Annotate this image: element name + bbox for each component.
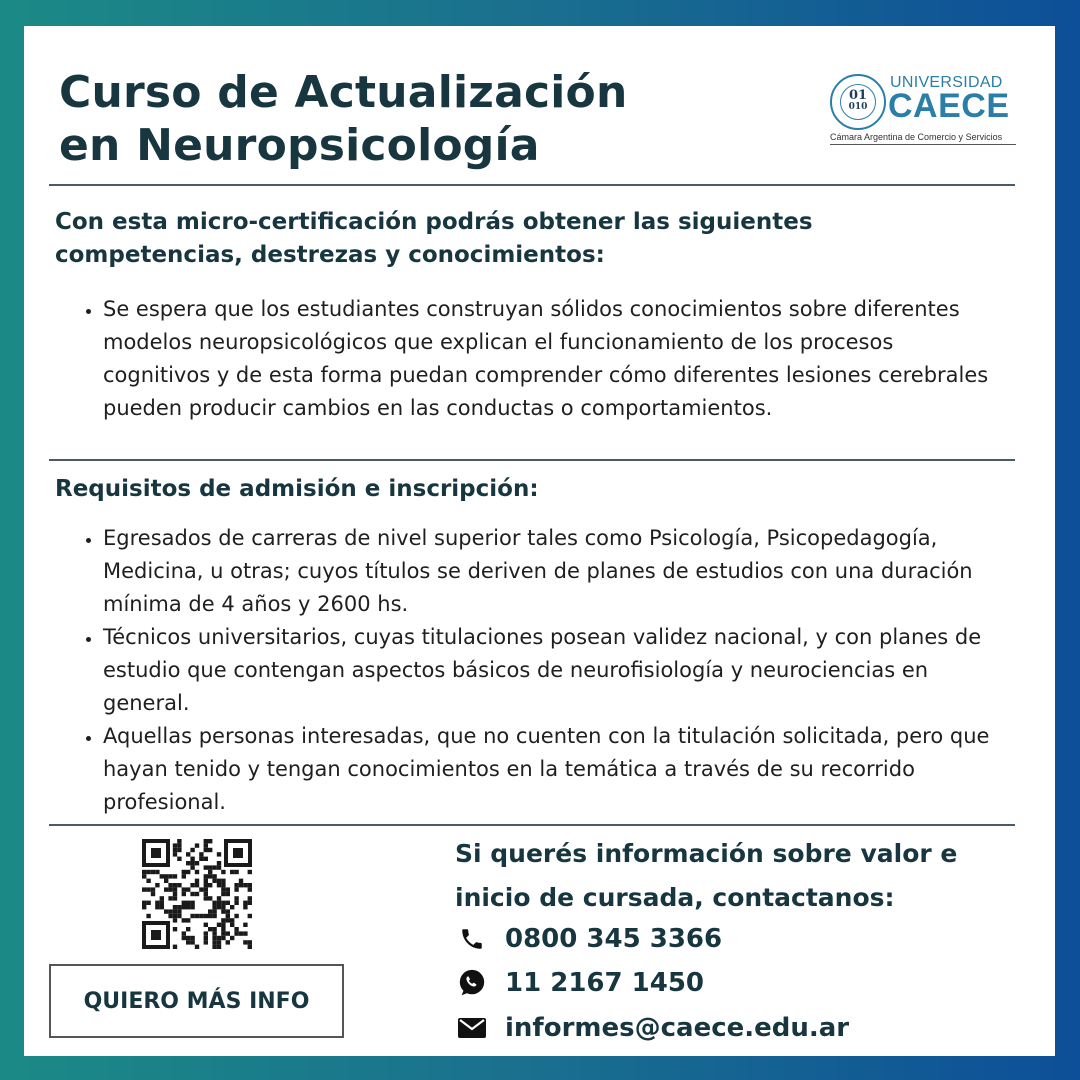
qr-module [155,905,159,909]
qr-module [212,936,216,940]
qr-module [226,887,230,891]
qr-module [155,901,159,905]
qr-module [195,870,199,874]
qr-module [173,909,177,913]
logo-subtitle: Cámara Argentina de Comercio y Servicios [830,132,1016,145]
qr-module [204,848,208,852]
qr-module [195,914,199,918]
qr-module [243,923,247,927]
qr-module [199,852,203,856]
qr-module [186,936,190,940]
competencias-heading-line-2: competencias, destrezas y conocimientos: [55,242,605,268]
qr-module [221,879,225,883]
seal-top-text: 01 [848,88,868,103]
whatsapp-number[interactable]: 11 2167 1450 [505,968,705,998]
qr-module [142,901,146,905]
divider [49,824,1015,826]
qr-module [168,887,172,891]
qr-module [248,896,252,900]
qr-module [217,865,221,869]
qr-module [195,883,199,887]
qr-code[interactable] [142,839,252,949]
qr-module [190,940,194,944]
qr-module [221,892,225,896]
qr-module [168,874,172,878]
list-item: • Aquellas personas interesadas, que no cuenten con la titulación solicitada, pero que hayan tenido y tengan conocimientos en la temática a través de su recorrido profesional. [103,720,1003,819]
qr-module [204,931,208,935]
qr-module [212,865,216,869]
qr-module [173,887,177,891]
qr-module [212,940,216,944]
qr-module [151,887,155,891]
qr-module [190,905,194,909]
qr-module [199,887,203,891]
qr-module [234,883,238,887]
qr-module [239,931,243,935]
qr-module [212,901,216,905]
qr-module [217,861,221,865]
divider [49,459,1015,461]
qr-module [226,931,230,935]
qr-module [204,883,208,887]
qr-module [168,883,172,887]
qr-module [248,901,252,905]
qr-module [173,896,177,900]
qr-module [234,914,238,918]
qr-module [142,887,146,891]
qr-module [212,879,216,883]
qr-module [146,870,150,874]
qr-module [186,852,190,856]
qr-module [190,901,194,905]
competencias-heading-line-1: Con esta micro-certificación podrás obtener las siguientes [55,209,813,235]
qr-module [177,848,181,852]
qr-module [208,870,212,874]
qr-module [186,927,190,931]
qr-module [204,914,208,918]
qr-module [160,901,164,905]
qr-module [146,901,150,905]
qr-module [208,883,212,887]
qr-module [173,905,177,909]
qr-module [182,918,186,922]
qr-module [160,896,164,900]
qr-module [226,914,230,918]
qr-module [217,940,221,944]
qr-module [230,918,234,922]
qr-module [146,879,150,883]
qr-module [248,914,252,918]
qr-module [182,905,186,909]
qr-module [239,883,243,887]
qr-module [248,883,252,887]
qr-module [243,931,247,935]
qr-module [243,901,247,905]
qr-module [173,874,177,878]
qr-module [226,909,230,913]
qr-module [221,870,225,874]
qr-module [234,901,238,905]
qr-module [212,945,216,949]
seal-bottom-text: 010 [848,102,868,112]
qr-module [243,905,247,909]
qr-module [182,936,186,940]
qr-module [234,931,238,935]
qr-module [168,914,172,918]
qr-module [217,896,221,900]
phone-number[interactable]: 0800 345 3366 [505,924,723,954]
qr-module [182,901,186,905]
qr-module [221,887,225,891]
qr-module [208,874,212,878]
contact-heading-line-2: inicio de cursada, contactanos: [455,883,895,912]
qr-module [208,909,212,913]
qr-module [177,914,181,918]
qr-module [248,940,252,944]
qr-module [168,896,172,900]
qr-module [195,879,199,883]
qr-module [164,909,168,913]
qr-module [182,870,186,874]
qr-module [177,843,181,847]
qr-module [243,883,247,887]
qr-module [186,861,190,865]
qr-module [182,887,186,891]
qr-module [190,857,194,861]
qr-module [186,905,190,909]
qr-module [248,945,252,949]
qr-module [190,861,194,865]
qr-module [195,892,199,896]
title-line-2: en Neuropsicología [59,120,540,171]
qr-module [173,843,177,847]
list-item: • Egresados de carreras de nivel superior tales como Psicología, Psicopedagogía, Medicina, u otras; cuyos títulos se deriven de planes de estudios con una duración mínima de 4 años y 2600 hs. [103,522,1003,621]
whatsapp-row[interactable] [456,965,704,1001]
competencias-list [64,293,1003,425]
list-item: • Técnicos universitarios, cuyas titulaciones posean validez nacional, y con planes de estudio que contengan aspectos básicos de neurofisiología y neurociencias en general. [103,621,1003,720]
qr-module [217,852,221,856]
qr-module [186,887,190,891]
qr-module [208,896,212,900]
qr-module [212,931,216,935]
qr-module [217,936,221,940]
qr-module [208,865,212,869]
qr-module [146,887,150,891]
qr-module [182,931,186,935]
qr-module [182,874,186,878]
qr-module [177,905,181,909]
qr-module [195,861,199,865]
qr-module [199,914,203,918]
qr-module [177,883,181,887]
qr-module [142,874,146,878]
qr-module [212,909,216,913]
qr-module [204,865,208,869]
qr-module [173,918,177,922]
mail-icon [456,1012,488,1044]
qr-module [195,945,199,949]
qr-module [160,905,164,909]
qr-module [177,839,181,843]
logo-university-text: UNIVERSIDAD [890,74,1003,91]
qr-module [173,852,177,856]
qr-module [186,918,190,922]
qr-module [164,879,168,883]
qr-module [226,940,230,944]
list-item: • Se espera que los estudiantes construyan sólidos conocimientos sobre diferentes modelos neuropsicológicos que explican el funcionamiento de los procesos cognitivos y de esta forma puedan comprender cómo diferentes lesiones cerebrales pueden producir cambios en las conductas o comportamientos. [103,293,1003,425]
qr-module [248,887,252,891]
qr-module [221,936,225,940]
qr-module [221,901,225,905]
requisitos-heading: Requisitos de admisión e inscripción: [55,476,539,502]
qr-module [221,923,225,927]
qr-module [248,870,252,874]
qr-module [177,857,181,861]
qr-module [173,914,177,918]
requisitos-list [64,522,1003,819]
qr-module [155,870,159,874]
qr-module [226,901,230,905]
qr-module [204,843,208,847]
qr-module [243,940,247,944]
phone-row[interactable] [456,921,722,957]
page-title [59,66,627,172]
qr-module [208,927,212,931]
qr-module [212,905,216,909]
qr-module [190,936,194,940]
qr-module [212,927,216,931]
qr-module [204,857,208,861]
qr-module [212,874,216,878]
qr-module [208,839,212,843]
qr-module [204,874,208,878]
qr-module [142,905,146,909]
qr-module [190,892,194,896]
qr-module [151,892,155,896]
qr-module [221,927,225,931]
qr-module [234,870,238,874]
qr-module [204,892,208,896]
qr-module [234,896,238,900]
qr-module [186,901,190,905]
qr-module [234,927,238,931]
qr-module [226,892,230,896]
qr-module [173,945,177,949]
logo-name-text: CAECE [888,87,1010,125]
qr-module [212,914,216,918]
qr-module [204,887,208,891]
qr-module [221,905,225,909]
qr-module [217,945,221,949]
qr-module [217,923,221,927]
contact-heading [455,832,1025,920]
qr-module [217,901,221,905]
qr-module [164,887,168,891]
qr-module [221,883,225,887]
qr-module [186,940,190,944]
qr-module [230,936,234,940]
qr-module [142,870,146,874]
qr-module [204,923,208,927]
phone-icon [456,923,488,955]
email-address[interactable]: informes@caece.edu.ar [505,1013,850,1043]
qr-module [204,879,208,883]
qr-module [190,914,194,918]
qr-module [208,848,212,852]
title-line-1: Curso de Actualización [59,67,628,118]
qr-module [173,883,177,887]
more-info-button[interactable]: QUIERO MÁS INFO [49,964,344,1038]
contact-heading-line-1: Si querés información sobre valor e [455,839,958,868]
qr-module [230,870,234,874]
email-row[interactable] [456,1010,849,1046]
qr-module [204,839,208,843]
qr-module [239,879,243,883]
qr-module [217,883,221,887]
qr-module [204,940,208,944]
qr-module [177,909,181,913]
qr-module [230,923,234,927]
qr-module [155,883,159,887]
qr-module [217,905,221,909]
qr-module [151,870,155,874]
qr-module [230,905,234,909]
competencias-heading [55,206,1005,272]
qr-module [217,879,221,883]
qr-module [146,914,150,918]
qr-module [221,931,225,935]
qr-module [226,918,230,922]
seal-icon [830,74,886,130]
qr-module [186,870,190,874]
flyer-card [24,26,1055,1056]
qr-module [195,843,199,847]
qr-module [199,857,203,861]
qr-module [164,874,168,878]
qr-module [204,936,208,940]
divider [49,184,1015,186]
qr-module [221,909,225,913]
qr-module [182,892,186,896]
qr-module [190,848,194,852]
qr-module [173,927,177,931]
qr-module [204,896,208,900]
qr-module [173,848,177,852]
qr-module [190,865,194,869]
whatsapp-icon [456,967,488,999]
qr-module [208,914,212,918]
qr-module [168,909,172,913]
university-logo [830,72,1016,148]
qr-module [190,883,194,887]
qr-module [234,887,238,891]
qr-module [160,874,164,878]
qr-module [221,918,225,922]
qr-module [173,892,177,896]
